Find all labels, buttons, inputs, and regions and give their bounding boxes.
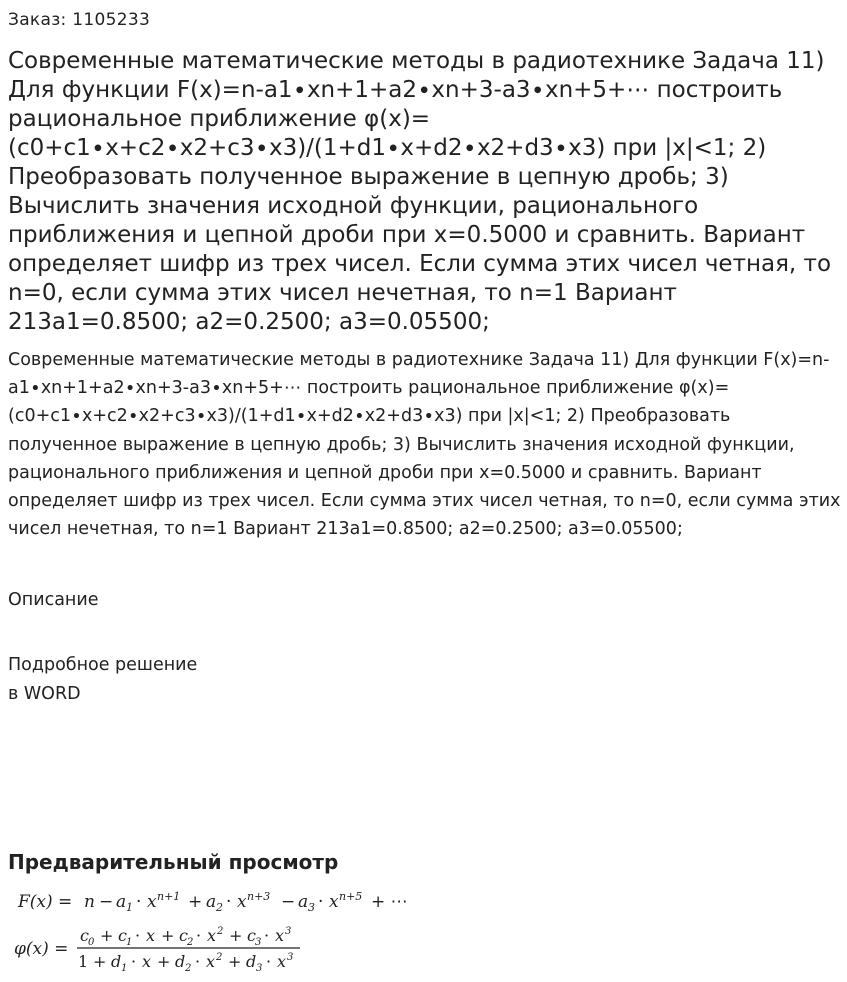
den-one: 1 (78, 952, 89, 971)
num-x2: x (207, 926, 217, 945)
preview-formulas (0, 880, 440, 980)
num-x1: x (146, 926, 156, 945)
den-d1-sub: 1 (121, 963, 128, 974)
den-d3: d (246, 952, 257, 971)
solution-note (8, 651, 197, 709)
preview-heading: Предварительный просмотр (8, 850, 339, 874)
num-plus-3: + (229, 926, 243, 945)
formula-f-exp-2: n+3 (247, 890, 271, 903)
den-d2-sub: 2 (185, 963, 192, 974)
num-x3: x (275, 926, 285, 945)
formula-phi-denominator (78, 952, 293, 974)
formula-f-minus-1: − (99, 892, 114, 912)
num-c0: c (80, 926, 89, 945)
formula-f-x3: x (329, 892, 339, 912)
den-exp-2: 2 (216, 952, 223, 963)
num-c2: c (179, 926, 188, 945)
den-d1: d (111, 952, 122, 971)
formula-f-a2-sub: 2 (216, 901, 223, 914)
formula-f-x2: x (237, 892, 247, 912)
formula-f-a3-sub: 3 (308, 901, 315, 914)
den-plus-3: + (228, 952, 242, 971)
formula-f-tail: + ⋯ (371, 892, 408, 912)
formula-f-lhs: F(x) = (18, 892, 73, 912)
formula-f-a2: a (206, 892, 217, 912)
formula-f-dot-3: · (318, 892, 324, 912)
task-title: Современные математические методы в радиотехнике Задача 11) Для функции F(x)=n-a1∙xn+1+a2∙xn+3-a3∙xn+5+⋯ построить рациональное приближение φ(x)=(c0+c1∙x+c2∙x2+c3∙x3)/(1+d1∙x+d2∙x2+d3∙x3) при |x|<1; 2) Преобразовать полученное выражение в цепную дробь; 3) Вычислить значения исходной функции, рационального приближения и цепной дроби при x=0.5000 и сравнить. Вариант определяет шифр из трех чисел. Если сумма этих чисел четная, то n=0, если сумма этих чисел нечетная, то n=1 Вариант 213a1=0.8500; a2=0.2500; a3=0.05500; (8, 48, 832, 335)
formula-f-dot-2: · (226, 892, 232, 912)
num-dot-1: · (135, 926, 141, 945)
den-dot-3: · (266, 952, 272, 971)
formula-f-minus-2: − (281, 892, 296, 912)
formula-phi-numerator (80, 926, 291, 948)
num-c0-sub: 0 (88, 937, 95, 948)
num-dot-2: · (196, 926, 202, 945)
den-plus-2: + (157, 952, 171, 971)
formula-f-plus-1: + (188, 892, 203, 912)
den-plus-1: + (93, 952, 107, 971)
num-exp-3: 3 (285, 926, 292, 937)
den-d2: d (175, 952, 186, 971)
formula-f-exp-3: n+5 (339, 890, 363, 903)
den-exp-3: 3 (287, 952, 294, 963)
num-c2-sub: 2 (187, 937, 194, 948)
num-c1-sub: 1 (126, 937, 133, 948)
formula-f-a3: a (298, 892, 309, 912)
num-c3-sub: 3 (255, 937, 262, 948)
order-number: Заказ: 1105233 (8, 10, 151, 30)
num-dot-3: · (264, 926, 270, 945)
solution-line-2: в WORD (8, 684, 81, 704)
description-label: Описание (8, 590, 99, 610)
formula-f-exp-1: n+1 (157, 890, 181, 903)
den-x3: x (277, 952, 287, 971)
num-c3: c (247, 926, 256, 945)
formula-f-n: n (84, 892, 95, 912)
den-dot-2: · (195, 952, 201, 971)
formula-f-dot-1: · (136, 892, 142, 912)
task-description: Современные математические методы в радиотехнике Задача 11) Для функции F(x)=n-a1∙xn+1+a2∙xn+3-a3∙xn+5+⋯ построить рациональное приближение φ(x)=(c0+c1∙x+c2∙x2+c3∙x3)/(1+d1∙x+d2∙x2+d3∙x3) при |x|<1; 2) Преобразовать полученное выражение в цепную дробь; 3) Вычислить значения исходной функции, рационального приближения и цепной дроби при x=0.5000 и сравнить. Вариант определяет шифр из трех чисел. Если сумма этих чисел четная, то n=0, если сумма этих чисел нечетная, то n=1 Вариант 213a1=0.8500; a2=0.2500; a3=0.05500; (8, 350, 841, 540)
num-plus-1: + (100, 926, 114, 945)
den-dot-1: · (131, 952, 137, 971)
num-plus-2: + (161, 926, 175, 945)
formula-f-a1: a (116, 892, 127, 912)
formula-f-a1-sub: 1 (126, 901, 133, 914)
solution-line-1: Подробное решение (8, 655, 198, 675)
den-x1: x (142, 952, 152, 971)
formula-f (17, 890, 408, 914)
den-x2: x (206, 952, 216, 971)
num-exp-2: 2 (217, 926, 224, 937)
formula-phi (14, 926, 300, 974)
den-d3-sub: 3 (256, 963, 263, 974)
formula-f-x1: x (147, 892, 157, 912)
formula-phi-lhs: φ(x) = (14, 939, 69, 959)
num-c1: c (118, 926, 127, 945)
